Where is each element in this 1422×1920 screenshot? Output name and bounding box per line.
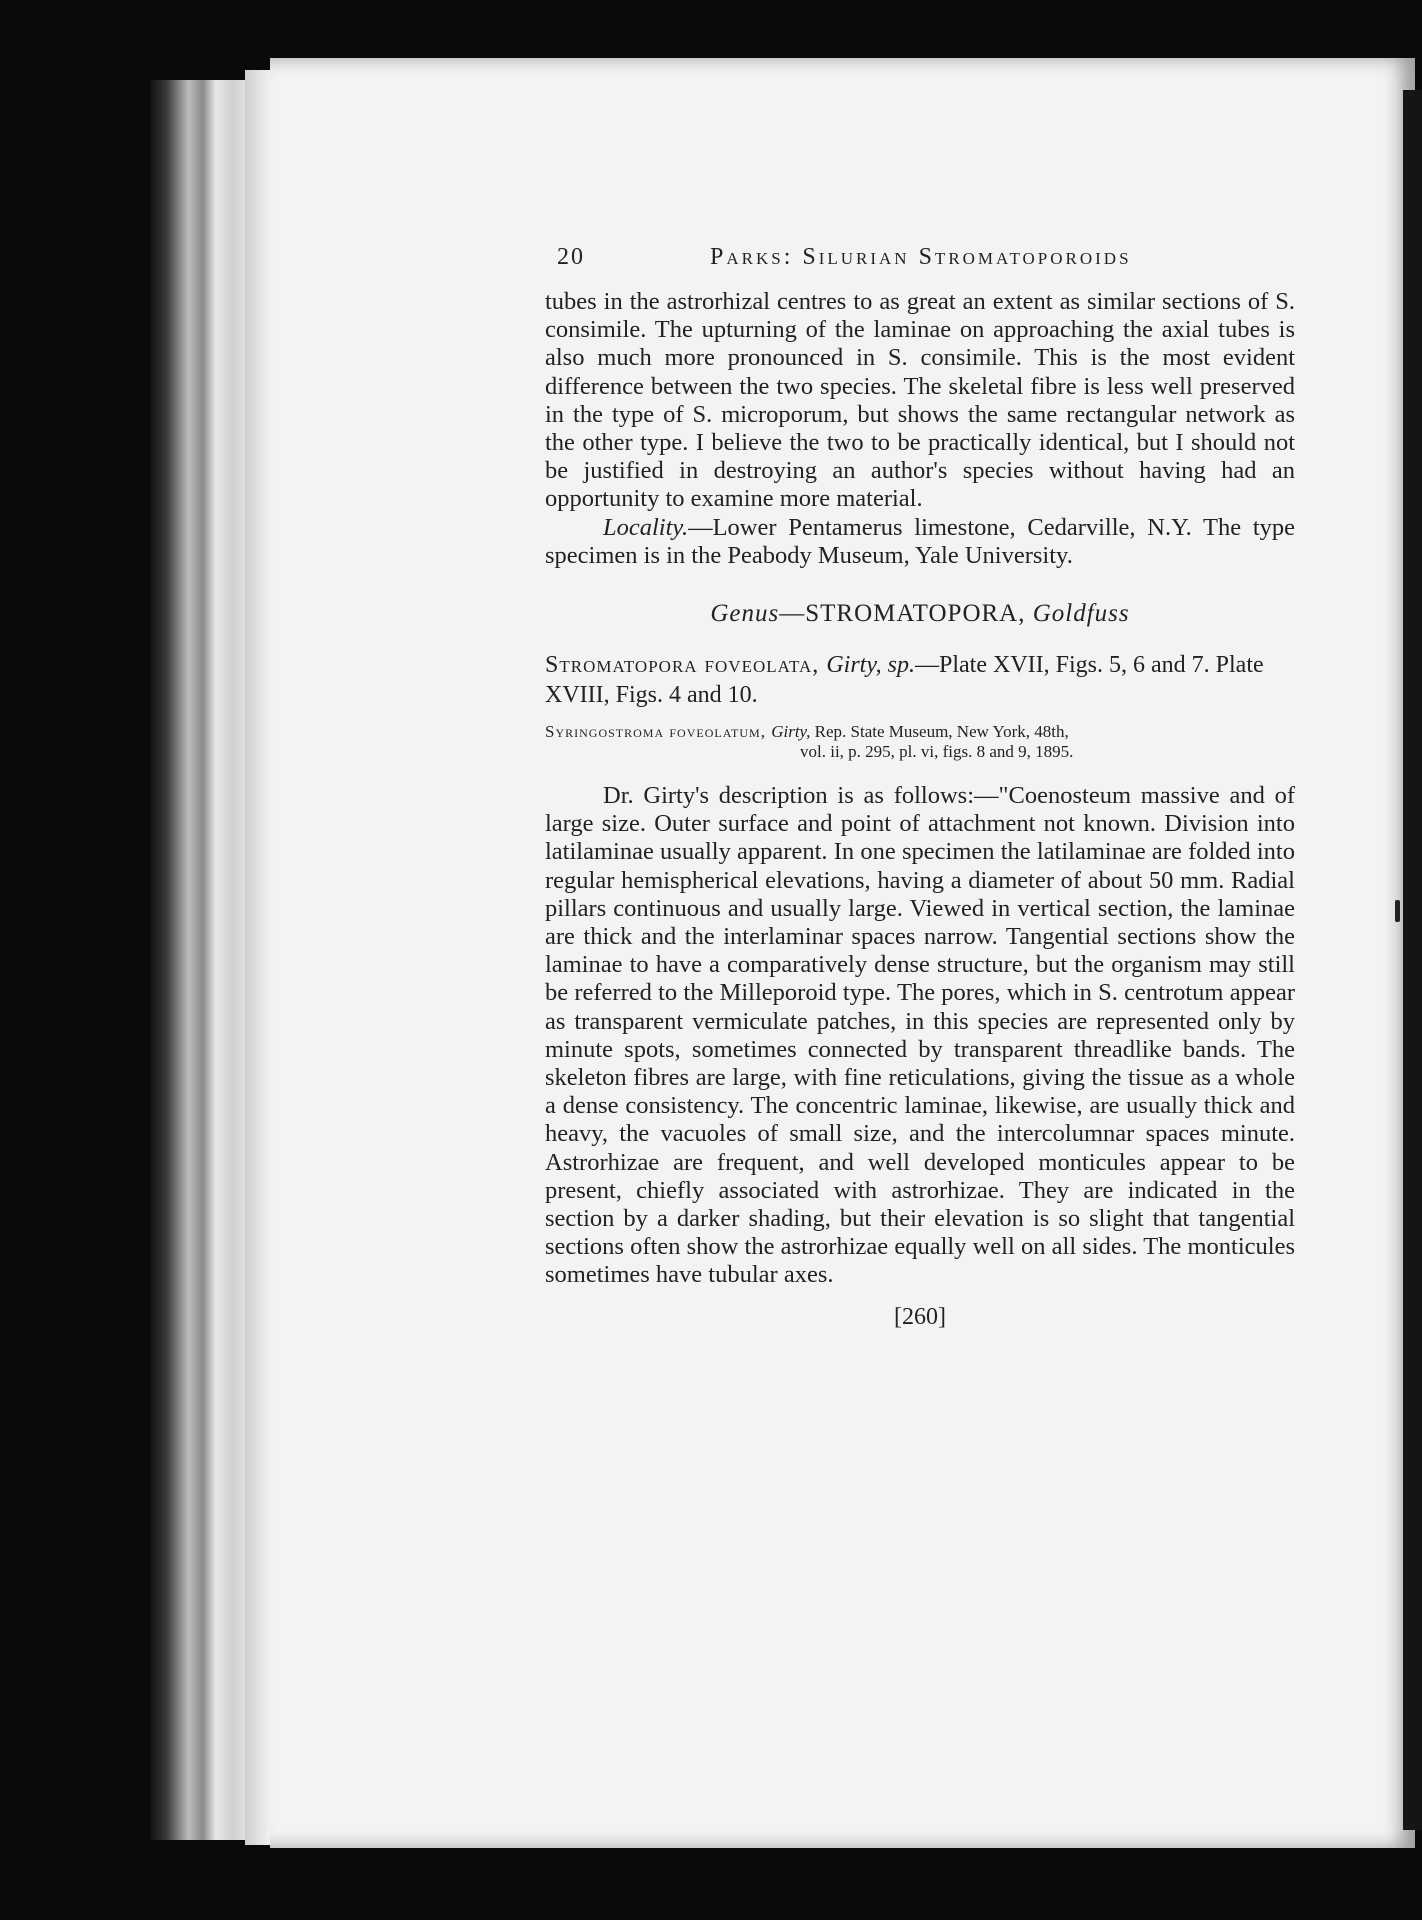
- genus-name: —STROMATOPORA,: [779, 600, 1033, 628]
- page-number: 20: [557, 244, 585, 270]
- running-title: Parks: Silurian Stromatoporoids: [710, 244, 1132, 270]
- species-author: Girty, sp.: [826, 652, 915, 679]
- genus-heading: [545, 600, 1295, 628]
- species-plates: —Plate XVII, Figs. 5, 6 and 7. Plate XVIII, Figs. 4 and 10.: [545, 652, 1264, 709]
- paragraph-continuation: tubes in the astrorhizal centres to as great an extent as similar sections of S. consimile. The upturning of the laminae on approaching the axial tubes is also much more pronounced in S. consimile. This is the most evident difference between the two species. The skeletal fibre is less well preserved in the type of S. microporum, but shows the same rectangular network as the other type. I believe the two to be practically identical, but I should not be justified in destroying an author's species without having had an opportunity to examine more material.: [545, 288, 1295, 513]
- synonym-reference: [545, 722, 1295, 762]
- running-head: [545, 240, 1295, 280]
- dust-speck: [1395, 900, 1400, 922]
- species-name: Stromatopora foveolata,: [545, 652, 827, 679]
- species-heading: [545, 650, 1295, 710]
- text-block: [545, 240, 1295, 1331]
- locality-paragraph: [545, 514, 1295, 570]
- description-paragraph: Dr. Girty's description is as follows:—"Coenosteum massive and of large size. Outer surface and point of attachment not known. Division into latilaminae usually apparent. In one specimen the latilaminae are folded into regular hemispherical elevations, having a diameter of about 50 mm. Radial pillars continuous and usually large. Viewed in vertical section, the laminae are thick and the interlaminar spaces narrow. Tangential sections show the laminae to have a comparatively dense structure, but the organism may still be referred to the Milleporoid type. The pores, which in S. centrotum appear as transparent vermiculate patches, in this species are represented only by minute spots, sometimes connected by transparent threadlike bands. The skeleton fibres are large, with fine reticulations, giving the tissue as a whole a dense consistency. The concentric laminae, likewise, are usually thick and heavy, the vacuoles of small size, and the intercolumnar spaces minute. Astrorhizae are frequent, and well developed monticules appear to be present, chiefly associated with astrorhizae. They are indicated in the section by a darker shading, but their elevation is so slight that tangential sections often show the astrorhizae equally well on all sides. The monticules sometimes have tubular axes.: [545, 782, 1295, 1289]
- book-right-edge: [1403, 90, 1422, 1830]
- synonym-author: Girty,: [771, 722, 811, 742]
- genus-prefix: Genus: [710, 600, 780, 628]
- book-gutter: [150, 80, 260, 1840]
- locality-text: —Lower Pentamerus limestone, Cedarville, N.Y. The type specimen is in the Peabody Museum, Yale University.: [545, 513, 1295, 569]
- genus-author: Goldfuss: [1032, 600, 1130, 628]
- synonym-ref-line2: vol. ii, p. 295, pl. vi, figs. 8 and 9, 1895.: [800, 742, 1074, 762]
- synonym-name: Syringostroma foveolatum,: [545, 722, 772, 742]
- synonym-ref-line1: Rep. State Museum, New York, 48th,: [810, 722, 1069, 742]
- locality-label: Locality.: [603, 513, 689, 541]
- folio-number: [260]: [894, 1303, 946, 1330]
